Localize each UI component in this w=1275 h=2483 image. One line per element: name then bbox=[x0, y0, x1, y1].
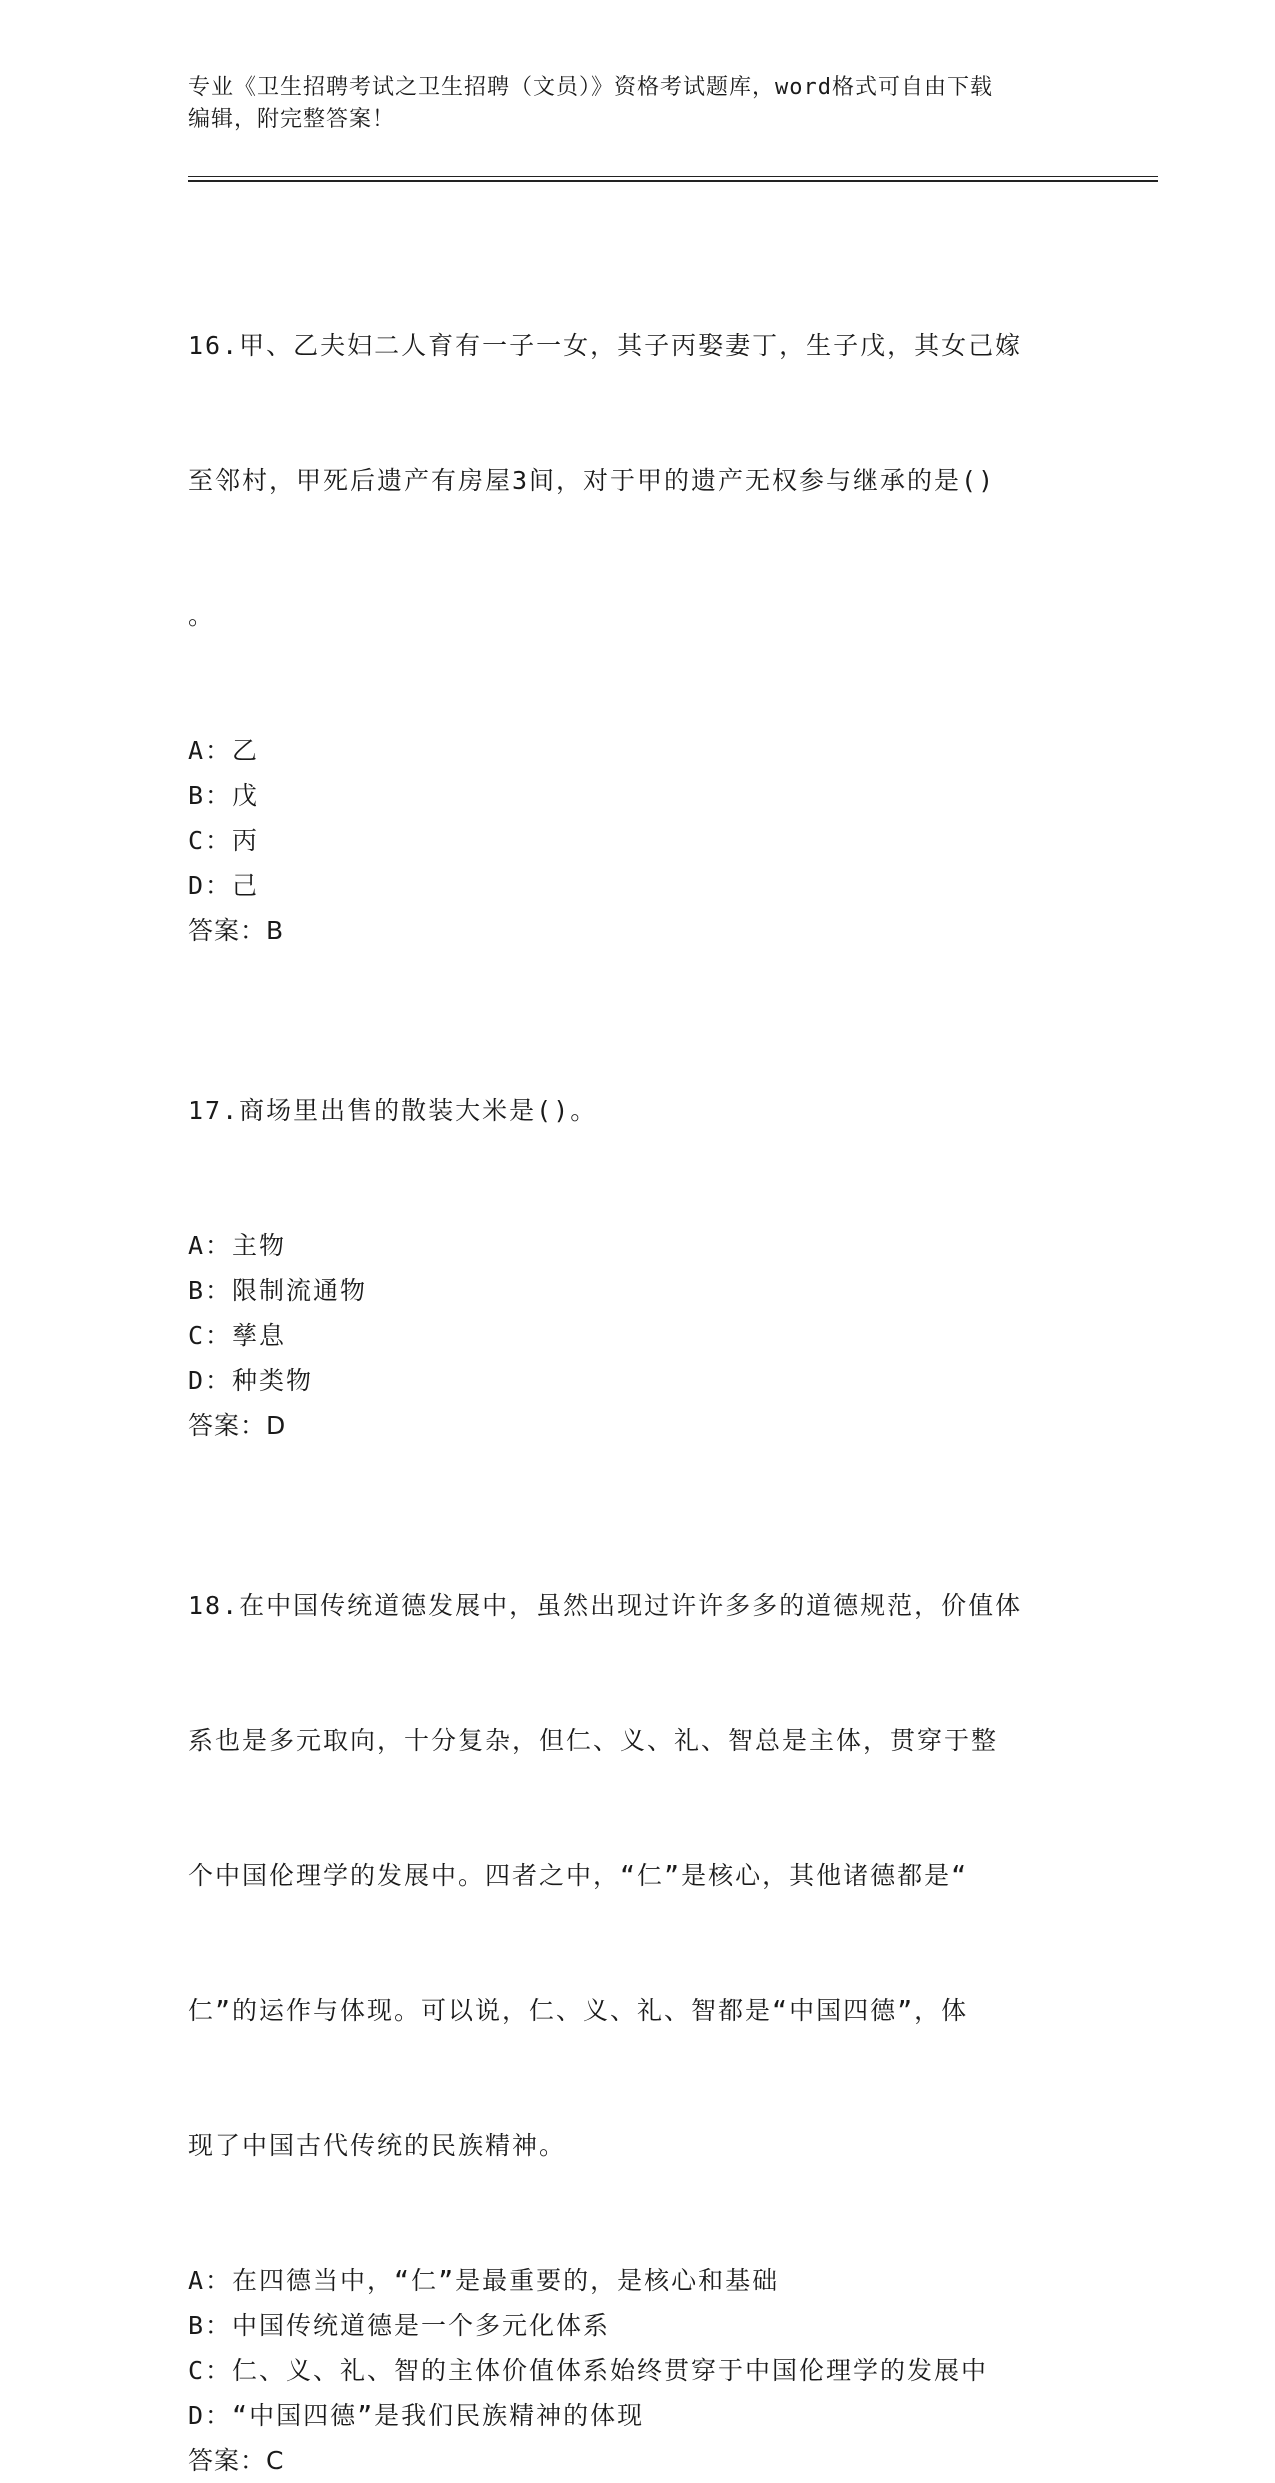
option-c: C：仁、义、礼、智的主体价值体系始终贯穿于中国伦理学的发展中 bbox=[188, 2356, 989, 2385]
option-d: D：己 bbox=[188, 871, 260, 900]
option-a: A：主物 bbox=[188, 1231, 287, 1260]
question-spacer bbox=[188, 1448, 1078, 1493]
question-text-line: 。 bbox=[188, 601, 216, 630]
question-text bbox=[188, 233, 1078, 728]
option-c: C：孳息 bbox=[188, 1321, 287, 1350]
answer-key: 答案：C bbox=[188, 2446, 285, 2475]
question-text-line: 仁”的运作与体现。可以说，仁、义、礼、智都是“中国四德”，体 bbox=[188, 1996, 969, 2025]
question-18 bbox=[188, 1493, 1078, 2483]
question-text-line: 16.甲、乙夫妇二人育有一子一女，其子丙娶妻丁，生子戊，其女己嫁 bbox=[188, 331, 1023, 360]
question-text-line: 至邻村，甲死后遗产有房屋3间，对于甲的遗产无权参与继承的是() bbox=[188, 466, 996, 495]
question-text bbox=[188, 998, 1078, 1223]
question-text-line: 18.在中国传统道德发展中，虽然出现过许许多多的道德规范，价值体 bbox=[188, 1591, 1023, 1620]
header-line-2: 编辑，附完整答案！ bbox=[188, 107, 396, 132]
question-text-line: 个中国伦理学的发展中。四者之中，“仁”是核心，其他诸德都是“ bbox=[188, 1861, 969, 1890]
option-b: B：戊 bbox=[188, 781, 260, 810]
question-text-line: 17.商场里出售的散装大米是()。 bbox=[188, 1096, 598, 1125]
option-d: D：“中国四德”是我们民族精神的体现 bbox=[188, 2401, 645, 2430]
header-divider-thin bbox=[188, 176, 1158, 177]
question-spacer bbox=[188, 953, 1078, 998]
question-16 bbox=[188, 233, 1078, 953]
document-header bbox=[188, 72, 1068, 136]
option-c: C：丙 bbox=[188, 826, 260, 855]
question-text bbox=[188, 1493, 1078, 2258]
question-text-line: 现了中国古代传统的民族精神。 bbox=[188, 2131, 567, 2160]
question-list bbox=[188, 233, 1078, 2483]
header-line-1: 专业《卫生招聘考试之卫生招聘（文员）》资格考试题库，word格式可自由下载 bbox=[188, 75, 993, 100]
option-b: B：中国传统道德是一个多元化体系 bbox=[188, 2311, 611, 2340]
option-b: B：限制流通物 bbox=[188, 1276, 368, 1305]
question-text-line: 系也是多元取向，十分复杂，但仁、义、礼、智总是主体，贯穿于整 bbox=[188, 1726, 999, 1755]
option-a: A：乙 bbox=[188, 736, 260, 765]
answer-key: 答案：D bbox=[188, 1411, 287, 1440]
answer-key: 答案：B bbox=[188, 916, 285, 945]
option-a: A：在四德当中，“仁”是最重要的，是核心和基础 bbox=[188, 2266, 780, 2295]
question-17 bbox=[188, 998, 1078, 1448]
header-divider-thick bbox=[188, 180, 1158, 182]
option-d: D：种类物 bbox=[188, 1366, 314, 1395]
